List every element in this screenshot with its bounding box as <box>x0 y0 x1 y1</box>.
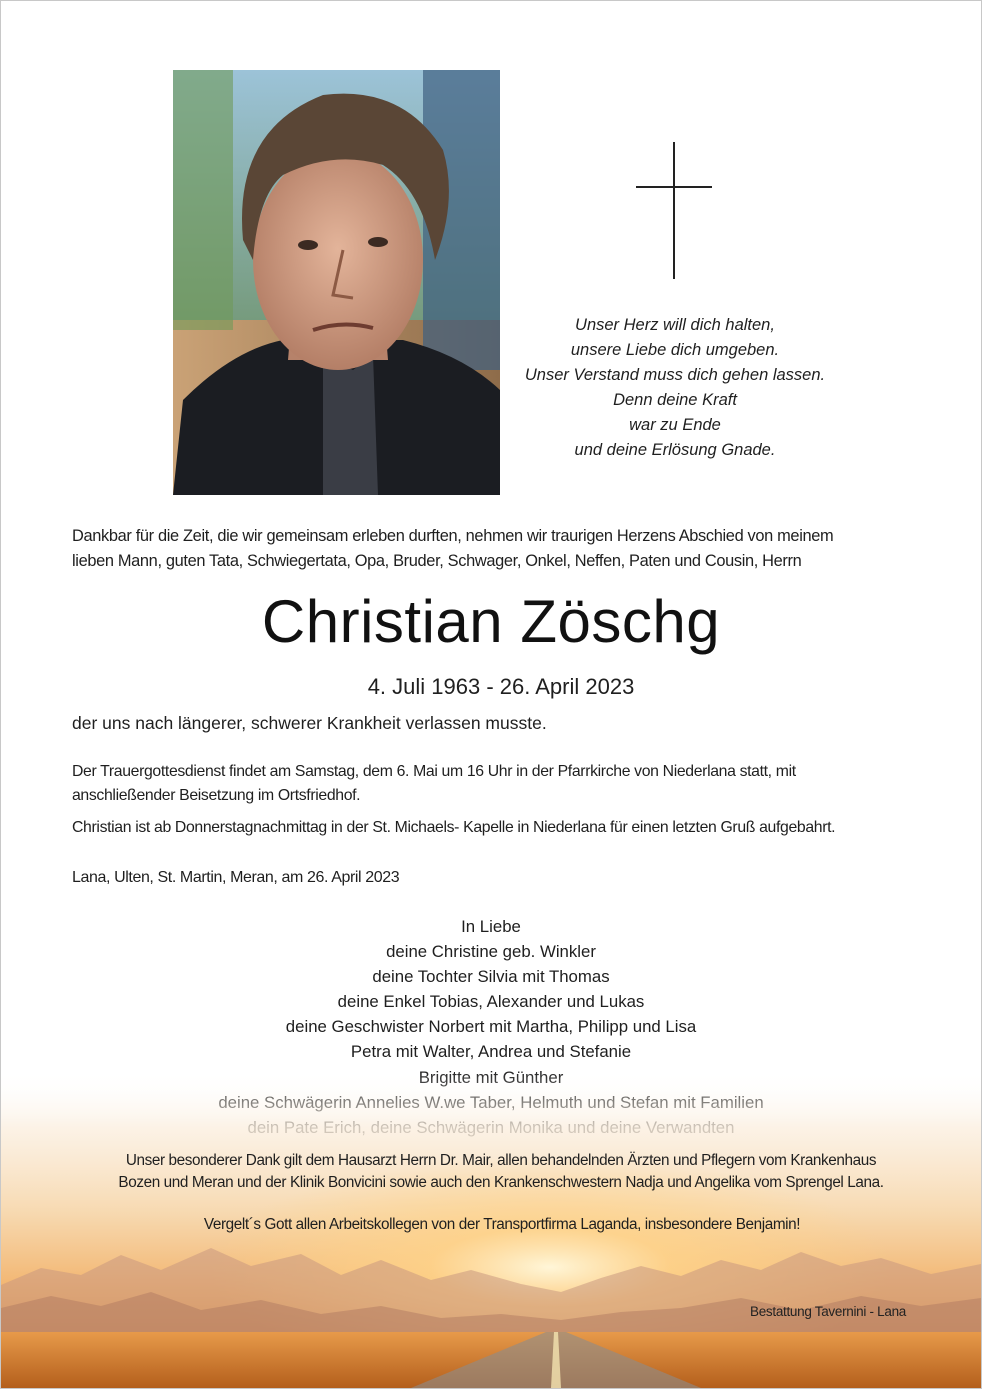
verse-line: Unser Herz will dich halten, <box>575 316 775 334</box>
thanks-paragraph <box>0 1150 982 1194</box>
viewing-line: Christian ist ab Donnerstagnachmittag in der St. Michaels- Kapelle in Niederlana für einen letzten Gruß aufgebahrt. <box>72 819 836 836</box>
place-date: Lana, Ulten, St. Martin, Meran, am 26. April 2023 <box>72 869 400 886</box>
mourner-line: deine Geschwister Norbert mit Martha, Philipp und Lisa <box>285 1017 697 1037</box>
service-line: anschließender Beisetzung im Ortsfriedhof. <box>72 787 361 804</box>
deceased-name: Christian Zöschg <box>261 588 721 655</box>
verse-line: Denn deine Kraft <box>613 391 737 409</box>
illness-note: der uns nach längerer, schwerer Krankheit verlassen musste. <box>72 713 547 733</box>
mourner-line: deine Christine geb. Winkler <box>386 942 596 962</box>
service-info <box>72 760 952 840</box>
thanks-line: Bozen und Meran und der Klinik Bonvicini sowie auch den Krankenschwestern Nadja und Angelika vom Sprengel Lana. <box>118 1174 884 1191</box>
intro-paragraph <box>72 524 942 574</box>
mourner-line: In Liebe <box>461 917 521 936</box>
verse-line: Unser Verstand muss dich gehen lassen. <box>524 366 826 384</box>
thanks-line: Unser besonderer Dank gilt dem Hausarzt Herrn Dr. Mair, allen behandelnden Ärzten und Pflegern vom Krankenhaus <box>125 1152 877 1169</box>
verse-line: und deine Erlösung Gnade. <box>574 441 776 459</box>
portrait-photo <box>173 70 500 495</box>
intro-line: lieben Mann, guten Tata, Schwiegertata, Opa, Bruder, Schwager, Onkel, Neffen, Paten und Cousin, Herrn <box>72 552 802 570</box>
life-dates: 4. Juli 1963 - 26. April 2023 <box>367 674 635 699</box>
verse-line: unsere Liebe dich umgeben. <box>570 341 780 359</box>
mourner-line: Petra mit Walter, Andrea und Stefanie <box>350 1042 632 1062</box>
service-line: Der Trauergottesdienst findet am Samstag, dem 6. Mai um 16 Uhr in der Pfarrkirche von Niederlana statt, mit <box>72 763 796 780</box>
memorial-verse <box>505 313 845 463</box>
intro-line: Dankbar für die Zeit, die wir gemeinsam erleben durften, nehmen wir traurigen Herzens Abschied von meinem <box>72 527 834 545</box>
funeral-home-credit: Bestattung Tavernini - Lana <box>750 1304 907 1319</box>
colleagues-thanks: Vergelt´s Gott allen Arbeitskollegen von der Transportfirma Laganda, insbesondere Benjamin! <box>203 1216 801 1233</box>
mourner-line: deine Enkel Tobias, Alexander und Lukas <box>337 992 645 1012</box>
mourner-line: deine Tochter Silvia mit Thomas <box>372 967 610 987</box>
verse-line: war zu Ende <box>629 416 721 434</box>
cross-icon <box>636 142 712 279</box>
